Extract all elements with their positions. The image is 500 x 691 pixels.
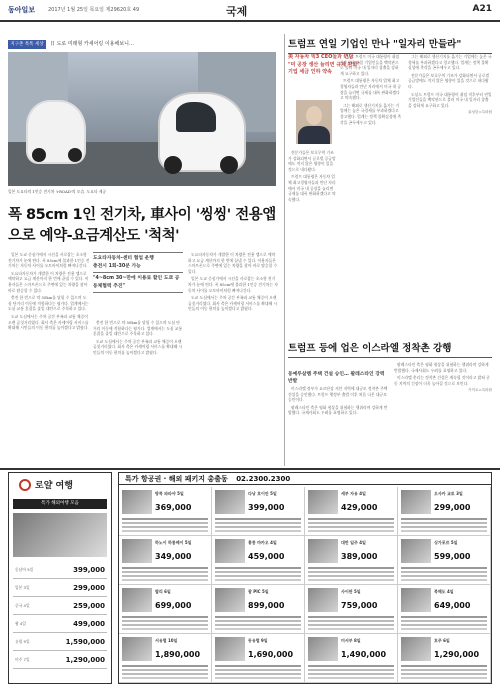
tile-photo: [215, 490, 245, 514]
travel-ad-left: [8, 472, 112, 684]
body-paragraph: 전문가들은 보호무역 기조가 강화되면서 글로벌 공급망에도 적지 않은 영향이 있을 것으로 내다봤다.: [408, 72, 490, 89]
tile-details: [122, 665, 208, 667]
tile-details: [122, 518, 208, 520]
tile-price: 459,000: [248, 552, 285, 561]
sub-body-col2: [394, 362, 492, 464]
ad-tile: [305, 487, 398, 536]
ad-tile: [398, 585, 491, 634]
ad-row: 유럽 9일 1,590,000: [13, 633, 107, 651]
ad-tile: [305, 536, 398, 585]
tile-price: 429,000: [341, 503, 378, 512]
tile-photo: [122, 637, 152, 661]
body-paragraph: 도쿄 도심에서는 주차 공간 부족과 교통 체증이 오랜 골칫거리였다. 회사 측은 카셰어링 서비스를 확대해 시민들의 이동 편의를 높이겠다고 밝혔다.: [8, 313, 89, 331]
tile-photo: [122, 588, 152, 612]
ad-tile: [305, 585, 398, 634]
masthead: [0, 0, 500, 22]
tile-price: 649,000: [434, 601, 471, 610]
tile-details: [401, 665, 487, 667]
tile-photo: [401, 539, 431, 563]
body-paragraph: 도쿄 도심에서는 주차 공간 부족과 교통 체증이 오랜 골칫거리였다. 회사 측은 카셰어링 서비스를 확대해 시민들의 이동 편의를 높이겠다고 밝혔다.: [188, 295, 278, 312]
tile-details: [215, 665, 301, 667]
ad-row: 괌 4일 499,000: [13, 615, 107, 633]
deck-line: 도요타자동차-센터 협업 운행: [93, 256, 154, 261]
tile-price: 349,000: [155, 552, 192, 561]
newspaper-name: 동아일보: [8, 6, 36, 14]
photo-caption: 일본 도요타의 1인승 전기차 'i-ROAD'의 모습. 도요타 제공: [8, 189, 107, 194]
tile-name: 동유럽 9일: [248, 638, 268, 643]
ad-tile: [212, 634, 305, 683]
main-headline: 폭 85cm 1인 전기차, 車사이 '씽씽' 전용앱으로 예약-요금계산도 '척척': [8, 207, 276, 244]
tile-details: [401, 518, 487, 520]
tile-name: 홍콩 마카오 4일: [248, 540, 277, 545]
body-paragraph: 팔레스타인 측은 평화 협상을 위협하는 행위라며 강하게 반발했다. 국제사회도 우려를 표명하고 있다.: [394, 362, 489, 373]
ad-tile: [119, 536, 212, 585]
tile-details: [308, 518, 394, 520]
tile-price: 299,000: [434, 503, 471, 512]
body-paragraph: 일본 도쿄 중심가에서 시선을 사로잡는 초소형 전기차가 눈에 띈다. 폭 85cm에 불과한 1인승 전기차는 자동차 사이를 오토바이처럼 빠져나간다.: [8, 252, 90, 269]
ad-phone: 02.2300.2300: [236, 475, 291, 483]
tile-photo: [308, 490, 338, 514]
right-headline: 트럼프 연일 기업인 만나 "일자리 만들라": [288, 36, 492, 54]
dateline: 2017년 1월 25일 목요일 제29620호 49: [48, 7, 140, 13]
tile-photo: [122, 490, 152, 514]
tile-photo: [215, 588, 245, 612]
story-kicker: 日 도로 미래형 카셰어링 이용해보니…: [50, 41, 134, 47]
deck-line: 충전시 1회-30분 가능: [93, 263, 141, 269]
tile-details: [308, 567, 394, 569]
body-paragraph: 그는 해외로 생산기지를 옮기는 기업에는 높은 국경세를 부과하겠다고 경고했다. 업계는 정책 불확실성에 촉각을 곤두세우고 있다.: [340, 102, 402, 125]
ad-photo: [13, 513, 107, 557]
sub-body-col1: [288, 386, 388, 464]
tile-name: 싱가포르 5일: [434, 540, 458, 545]
tile-details: [122, 567, 208, 569]
tile-price: 699,000: [155, 601, 192, 610]
ad-row: 미주 7일 1,290,000: [13, 651, 107, 669]
tile-name: 하노이 하롱베이 5일: [155, 540, 192, 545]
tile-photo: [401, 490, 431, 514]
tile-details: [308, 665, 394, 667]
ad-price-list: [13, 561, 107, 669]
tile-name: 다낭 호이안 5일: [248, 491, 277, 496]
tile-price: 399,000: [248, 503, 285, 512]
ad-row: 동남아 5일 399,000: [13, 561, 107, 579]
ad-title-bar: [119, 473, 492, 485]
ev-photo: [8, 52, 276, 186]
right-body-col1: [340, 54, 402, 320]
body-paragraph: 도쿄 도심에서는 주차 공간 부족과 교통 체증이 오랜 골칫거리였다. 회사 측은 카셰어링 서비스를 확대해 시민들의 이동 편의를 높이겠다고 밝혔다.: [93, 338, 183, 355]
tile-details: [308, 616, 394, 618]
tile-price: 759,000: [341, 601, 378, 610]
kicker-line: "미 공장 생산 늘리면 규제 완화": [288, 61, 360, 68]
sub-kicker: 동예루살렘 주택 건설 승인… 팔레스타인 강력 반발: [288, 372, 385, 384]
column-divider: [284, 34, 285, 466]
tile-details: [401, 616, 487, 618]
travel-ad-right: [118, 472, 492, 684]
body-paragraph: 트럼프 대통령은 자동차 업체 최고경영자들과 만난 자리에서 미국 내 공장을 늘리면 규제를 대폭 완화하겠다고 약속했다.: [340, 78, 402, 101]
body-paragraph: 트럼프 대통령은 자동차 업체 최고경영자들과 만난 자리에서 미국 내 공장을 늘리면 규제를 대폭 완화하겠다고 약속했다.: [288, 174, 336, 202]
ad-brand: 로얄 여행: [35, 481, 73, 491]
ad-tiles: [119, 487, 492, 683]
ad-tile: [398, 487, 491, 536]
ad-tile: [212, 487, 305, 536]
tile-details: [215, 567, 301, 569]
tile-name: 북해도 4일: [434, 589, 454, 594]
ad-title: 특가 항공권 · 해외 패키지 총출동: [125, 475, 228, 483]
byline: 카이로=특파원: [468, 388, 492, 393]
byline: 워싱턴=특파원: [468, 110, 492, 115]
page-number: A21: [472, 4, 492, 14]
tile-name: 사이판 5일: [341, 589, 361, 594]
story-deck: [93, 250, 183, 295]
tile-photo: [308, 588, 338, 612]
body-paragraph: 팔레스타인 측은 평화 협상을 위협하는 행위라며 강하게 반발했다. 국제사회도 우려를 표명하고 있다.: [288, 404, 388, 416]
body-paragraph: 도널드 트럼프 미국 대통령이 취임 직후부터 연일 기업인들을 백악관으로 불러 미국 내 일자리 창출을 강하게 요구하고 있다.: [340, 54, 400, 76]
ad-divider: [0, 468, 500, 470]
body-paragraph: 이스라엘 정부가 요르단강 서안 지역에 대규모 정착촌 주택 건설을 승인했다. 트럼프 행정부 출범 이후 처음 나온 대규모 승인이다.: [288, 386, 388, 403]
tile-photo: [215, 539, 245, 563]
body-paragraph: 도요타자동차가 개발한 이 차량은 전용 앱으로 예약하고 요금 계산까지 한 번에 끝낼 수 있다. 이용자들은 스마트폰으로 주변에 있는 차량을 찾아 바로 탑승할 수 있다.: [188, 252, 278, 274]
tile-name: 세부 자유 4일: [341, 491, 366, 496]
tile-photo: [401, 588, 431, 612]
left-body-col3: [188, 252, 278, 462]
tile-name: 호주 6일: [434, 638, 450, 643]
kicker-line: 기업 세금 인하 약속: [288, 69, 332, 75]
kicker-line: 美 자동차 빅3 CEO들과 면담: [288, 54, 354, 60]
tile-photo: [401, 637, 431, 661]
tile-photo: [308, 539, 338, 563]
body-paragraph: 도널드 트럼프 미국 대통령이 취임 직후부터 연일 기업인들을 백악관으로 불러 미국 내 일자리 창출을 강하게 요구하고 있다.: [408, 91, 492, 108]
tile-details: [215, 616, 301, 618]
body-paragraph: 그는 해외로 생산기지를 옮기는 기업에는 높은 국경세를 부과하겠다고 경고했다. 업계는 정책 불확실성에 촉각을 곤두세우고 있다.: [408, 54, 492, 71]
ad-row: 일본 3일 299,000: [13, 579, 107, 597]
tile-price: 1,290,000: [434, 650, 480, 659]
ad-banner: 특가 해외여행 모음: [13, 499, 107, 509]
ad-tile: [398, 634, 491, 683]
tile-name: 미서부 8일: [341, 638, 361, 643]
sub-headline: 트럼프 등에 업은 이스라엘 정착촌 강행: [288, 340, 492, 358]
ad-tile: [119, 487, 212, 536]
tile-photo: [308, 637, 338, 661]
tile-name: 방콕 파타야 5일: [155, 491, 184, 496]
person-photo: [296, 100, 332, 144]
left-body-col2: [93, 320, 183, 462]
tile-name: 괌 PIC 5일: [248, 589, 269, 594]
ad-tile: [119, 634, 212, 683]
tile-photo: [122, 539, 152, 563]
ad-tile: [305, 634, 398, 683]
tile-details: [122, 616, 208, 618]
body-paragraph: 일본 도쿄 중심가에서 시선을 사로잡는 초소형 전기차가 눈에 띈다. 폭 85cm에 불과한 1인승 전기차는 자동차 사이를 오토바이처럼 빠져나간다.: [188, 276, 278, 293]
tile-details: [215, 518, 301, 520]
tile-price: 899,000: [248, 601, 285, 610]
body-paragraph: 충전 한 번으로 약 50km를 달릴 수 있으며 도심 단거리 이동에 적합하다는 평가다. 업계에서는 도심 교통 혼잡을 줄일 대안으로 주목하고 있다.: [8, 295, 89, 312]
body-paragraph: 충전 한 번으로 약 50km를 달릴 수 있으며 도심 단거리 이동에 적합하다는 평가다. 업계에서는 도심 교통 혼잡을 줄일 대안으로 주목하고 있다.: [93, 320, 183, 337]
tile-name: 오사카 교토 3일: [434, 491, 463, 496]
section-title: 국제: [226, 5, 248, 18]
tile-photo: [215, 637, 245, 661]
tile-details: [401, 567, 487, 569]
ad-tile: [212, 585, 305, 634]
tile-name: 서유럽 10일: [155, 638, 178, 643]
tile-price: 1,490,000: [341, 650, 387, 659]
brand-logo-icon: [19, 479, 31, 491]
ad-row: 중국 4일 259,000: [13, 597, 107, 615]
body-paragraph: 전문가들은 보호무역 기조가 강화되면서 글로벌 공급망에도 적지 않은 영향이 있을 것으로 내다봤다.: [288, 150, 336, 172]
tile-price: 599,000: [434, 552, 471, 561]
tile-price: 389,000: [341, 552, 378, 561]
tile-price: 1,690,000: [248, 650, 294, 659]
tile-price: 369,000: [155, 503, 192, 512]
right-body-col0: [288, 150, 336, 320]
ad-tile: [119, 585, 212, 634]
story-label: 지구촌 톡톡 세상: [8, 40, 46, 49]
ad-tile: [398, 536, 491, 585]
body-paragraph: 도요타자동차가 개발한 이 차량은 전용 앱으로 예약하고 요금 계산까지 한 번에 끝낼 수 있다. 이용자들은 스마트폰으로 주변에 있는 차량을 찾아 바로 탑승할 수 있다.: [8, 270, 89, 293]
body-paragraph: 이스라엘 총리는 정착촌 건설은 계속될 것이라고 밝혀 중동 지역의 긴장이 더욱 높아질 것으로 보인다.: [394, 375, 490, 386]
ad-tile: [212, 536, 305, 585]
deck-line: "4~8cm 30~만에 이용료 할인 도쿄 공동체협력 추진": [93, 276, 180, 289]
tile-name: 대만 일주 4일: [341, 540, 366, 545]
right-body-col2: [408, 54, 492, 320]
tile-name: 발리 6일: [155, 589, 171, 594]
tile-price: 1,890,000: [155, 650, 201, 659]
left-body-col1: [8, 252, 90, 462]
